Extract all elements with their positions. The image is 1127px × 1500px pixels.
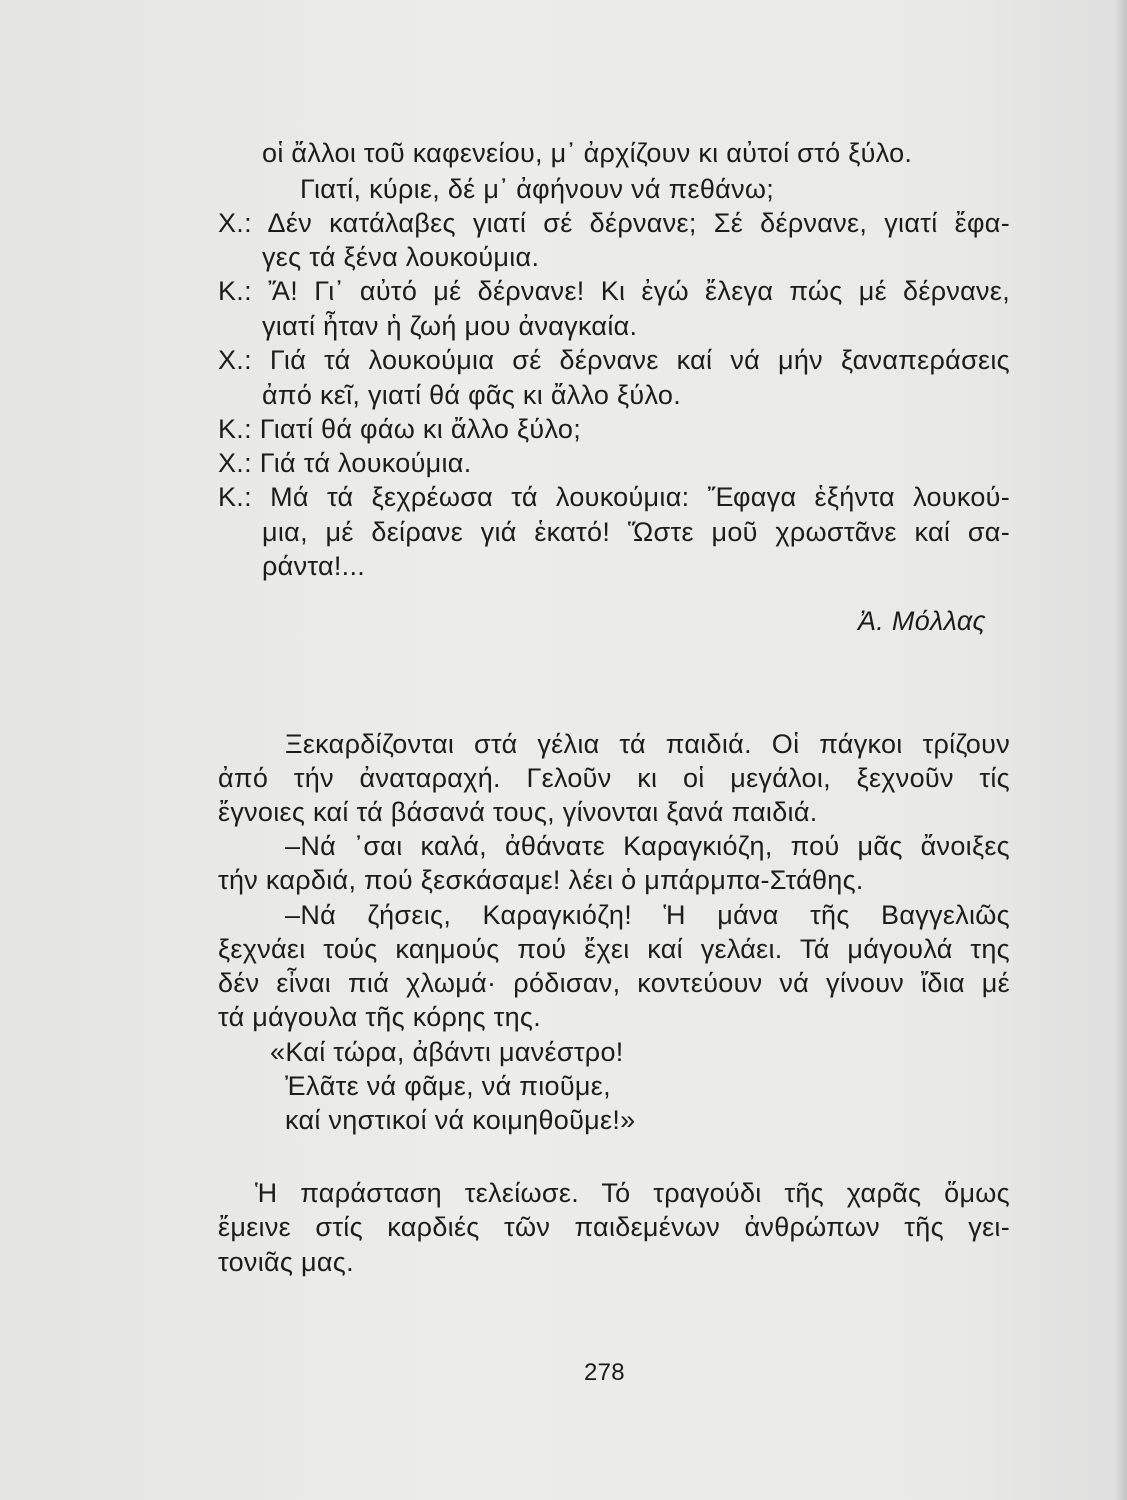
verse-line: καί νηστικοί νά κοιμηθοῦμε!» — [285, 1105, 636, 1135]
dialogue-line: Κ.: Ἄ! Γι᾿ αὐτό μέ δέρνανε! Κι ἐγώ ἔλεγα πώς μέ δέρνανε, — [218, 276, 1010, 306]
text-line: οἱ ἄλλοι τοῦ καφενείου, μ᾿ ἀρχίζουν κι αὐτοί στό ξύλο. — [262, 138, 913, 168]
dialogue-line: Κ.: Μά τά ξεχρέωσα τά λουκούμια: Ἔφαγα ἑξήντα λουκού- — [218, 482, 1010, 512]
paragraph-line: –Νά ᾽σαι καλά, ἀθάνατε Καραγκιόζη, πού μᾶς ἄνοιξες — [285, 831, 1010, 861]
paragraph-line: ἀπό τήν ἀναταραχή. Γελοῦν κι οἱ μεγάλοι, ξεχνοῦν τίς — [218, 763, 1010, 793]
paragraph-line: –Νά ζήσεις, Καραγκιόζη! Ἡ μάνα τῆς Βαγγελιῶς — [285, 900, 1010, 930]
dialogue-line: Χ.: Γιά τά λουκούμια σέ δέρνανε καί νά μήν ξαναπεράσεις — [218, 345, 1010, 375]
paragraph-line: Ἡ παράσταση τελείωσε. Τό τραγούδι τῆς χαρᾶς ὅμως — [255, 1178, 1010, 1208]
author-signature: Ἀ. Μόλλας — [858, 606, 986, 636]
text-line: γες τά ξένα λουκούμια. — [262, 242, 540, 272]
dialogue-line: Κ.: Γιατί θά φάω κι ἄλλο ξύλο; — [218, 414, 582, 444]
text-line: γιατί ἦταν ἡ ζωή μου ἀναγκαία. — [262, 311, 638, 341]
text-line: μια, μέ δείρανε γιά ἑκατό! Ὥστε μοῦ χρωστᾶνε καί σα- — [262, 517, 1010, 547]
page-edge-shadow — [1115, 0, 1127, 1500]
text-line: Γιατί, κύριε, δέ μ᾿ ἀφήνουν νά πεθάνω; — [300, 174, 775, 204]
paragraph-line: Ξεκαρδίζονται στά γέλια τά παιδιά. Οἱ πάγκοι τρίζουν — [285, 729, 1010, 759]
text-line: ἀπό κεῖ, γιατί θά φᾶς κι ἄλλο ξύλο. — [262, 380, 682, 410]
paragraph-line: τονιᾶς μας. — [218, 1247, 354, 1277]
paragraph-line: τήν καρδιά, πού ξεσκάσαμε! λέει ὁ μπάρμπα-Στάθης. — [218, 865, 864, 895]
page-number: 278 — [584, 1359, 625, 1386]
dialogue-line: Χ.: Γιά τά λουκούμια. — [218, 448, 472, 478]
paragraph-line: ἔμεινε στίς καρδιές τῶν παιδεμένων ἀνθρώπων τῆς γει- — [218, 1212, 1010, 1242]
dialogue-line: Χ.: Δέν κατάλαβες γιατί σέ δέρνανε; Σέ δέρνανε, γιατί ἔφα- — [218, 208, 1010, 238]
paragraph-line: ἔγνοιες καί τά βάσανά τους, γίνονται ξανά παιδιά. — [218, 797, 818, 827]
paragraph-line: τά μάγουλα τῆς κόρης της. — [218, 1002, 542, 1032]
verse-line: «Καί τώρα, ἀβάντι μανέστρο! — [270, 1037, 624, 1067]
text-line: ράντα!... — [262, 551, 366, 581]
verse-line: Ἐλᾶτε νά φᾶμε, νά πιοῦμε, — [285, 1071, 611, 1101]
paragraph-line: ξεχνάει τούς καημούς πού ἔχει καί γελάει. Τά μάγουλά της — [218, 934, 1010, 964]
paragraph-line: δέν εἶναι πιά χλωμά· ρόδισαν, κοντεύουν νά γίνουν ἴδια μέ — [218, 968, 1010, 998]
